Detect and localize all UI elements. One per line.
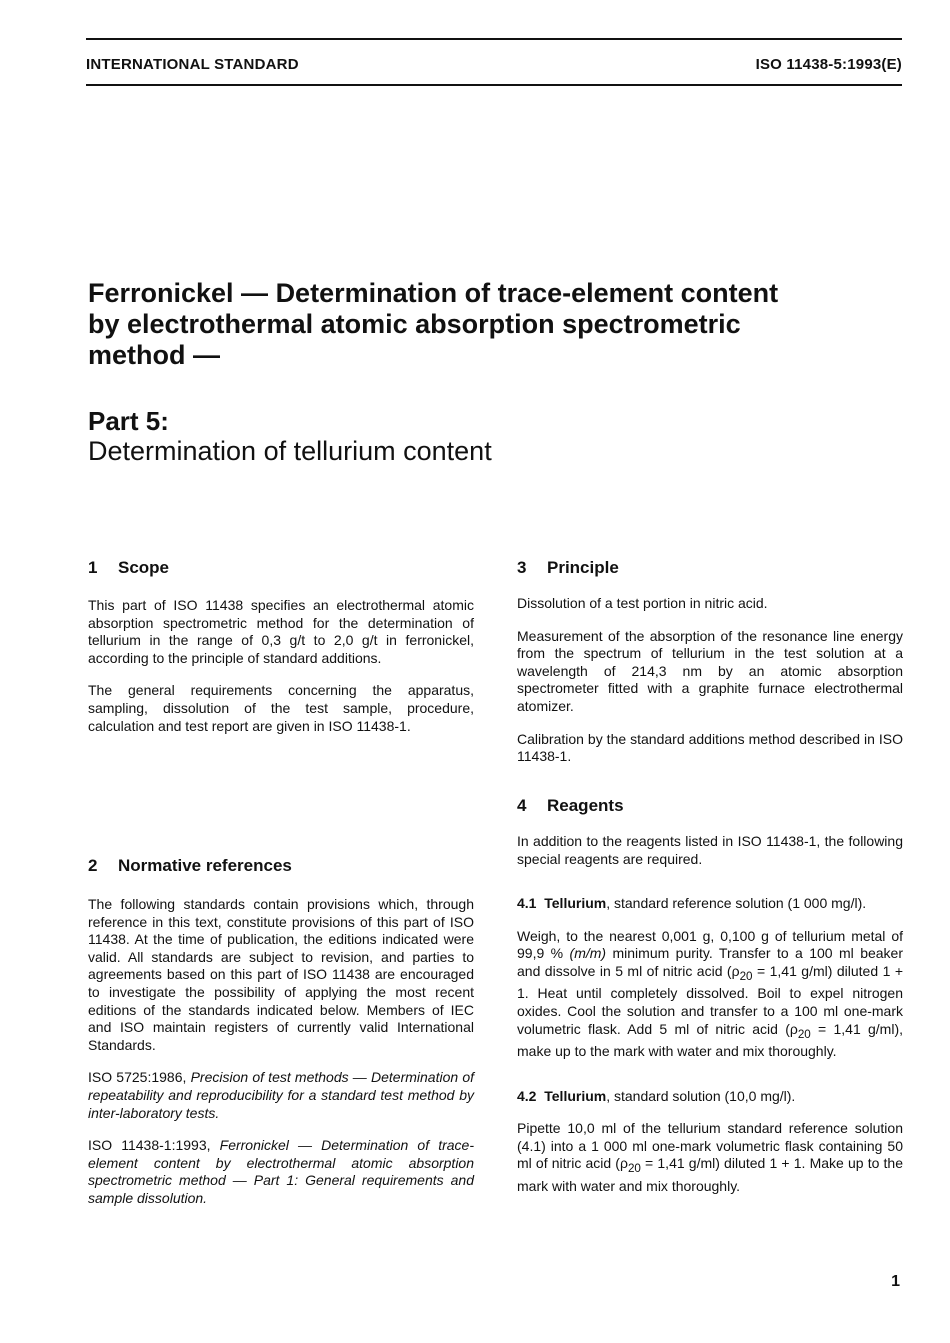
principle-body bbox=[517, 595, 903, 766]
header-standard-type: INTERNATIONAL STANDARD bbox=[86, 56, 299, 73]
reagent-description: , standard solution (10,0 mg/l). bbox=[606, 1087, 796, 1104]
procedure-text: = 1,41 g/ml), make up to the mark with water and mix thoroughly. bbox=[517, 1020, 904, 1059]
section-title: Normative references bbox=[118, 856, 292, 875]
section-title: Scope bbox=[118, 558, 170, 577]
procedure-text: = 1,41 g/ml) diluted 1 + 1. Make up to the mark with water and mix thoroughly. bbox=[517, 1155, 903, 1194]
section-number: 2 bbox=[88, 856, 98, 875]
density-subscript: 20 bbox=[627, 1162, 641, 1176]
reagent-name: Tellurium bbox=[544, 1087, 607, 1104]
part-label: Part 5: bbox=[88, 406, 169, 436]
title-line-1: Ferronickel — Determination of trace-element content bbox=[88, 278, 779, 308]
reference-code: ISO 5725:1986, bbox=[88, 1069, 191, 1086]
procedure-text: minimum purity. Transfer to a 100 ml beaker and dissolve in 5 ml of nitric acid (ρ bbox=[517, 945, 903, 979]
density-subscript: 20 bbox=[739, 969, 753, 983]
section-4-heading bbox=[517, 796, 624, 816]
title-line-2: by electrothermal atomic absorption spectrometric bbox=[88, 309, 741, 339]
reagent-number: 4.1 bbox=[517, 895, 537, 912]
document-title bbox=[88, 278, 878, 371]
scope-paragraph-1: This part of ISO 11438 specifies an electrothermal atomic absorption spectrometric method for the determination of tellurium in the range of 0,3 g/t to 2,0 g/t in ferronickel, according to the principle of standard additions. bbox=[88, 597, 474, 666]
reagent-4-2-procedure bbox=[517, 1120, 903, 1195]
part-subtitle: Determination of tellurium content bbox=[88, 436, 492, 466]
section-number: 1 bbox=[88, 558, 98, 577]
reagent-4-1-procedure bbox=[517, 928, 903, 1061]
page-number: 1 bbox=[891, 1273, 900, 1290]
scope-paragraph-2: The general requirements concerning the apparatus, sampling, dissolution of the test sample, procedure, calculation and test report are given in ISO 11438-1. bbox=[88, 682, 474, 734]
normative-body bbox=[88, 896, 474, 1208]
section-2-heading bbox=[88, 856, 292, 876]
top-rule bbox=[86, 38, 902, 40]
reagent-description: , standard reference solution (1 000 mg/l). bbox=[606, 895, 867, 912]
header-rule bbox=[86, 84, 902, 86]
reagent-4-1-heading bbox=[517, 895, 903, 913]
section-1-heading bbox=[88, 558, 169, 578]
reference-code: ISO 11438-1:1993, bbox=[88, 1137, 220, 1154]
normative-paragraph: The following standards contain provisions which, through reference in this text, constitute provisions of this part of ISO 11438. At the time of publication, the editions indicated were valid. All standards are subject to revision, and parties to agreements based on this part of ISO 11438 are encouraged to investigate the possibility of applying the most recent editions of the standards indicated below. Members of IEC and ISO maintain registers of currently valid International Standards. bbox=[88, 896, 474, 1053]
reagent-number: 4.2 bbox=[517, 1087, 537, 1104]
principle-paragraph-1: Dissolution of a test portion in nitric acid. bbox=[517, 595, 768, 611]
scope-body bbox=[88, 597, 474, 735]
reference-iso-5725 bbox=[88, 1069, 474, 1122]
reagent-name: Tellurium bbox=[544, 895, 607, 912]
procedure-text: = 1,41 g/ml) diluted 1 + 1. Heat until completely dissolved. Boil to expel nitrogen oxides. Cool the solution and transfer to a 100 ml one-mark volumetric flask. Add 5 ml of nitric acid (ρ bbox=[517, 962, 903, 1037]
title-line-3: method — bbox=[88, 340, 220, 370]
section-title: Reagents bbox=[547, 796, 624, 815]
mass-fraction-notation: (m/m) bbox=[569, 945, 607, 962]
reference-title: Ferronickel — Determination of trace-element content by electrothermal atomic absorption spectrometric method — Part 1: General requirements and sample dissolution. bbox=[88, 1137, 474, 1206]
section-number: 4 bbox=[517, 796, 527, 815]
section-3-heading bbox=[517, 558, 619, 578]
reagents-intro: In addition to the reagents listed in ISO 11438-1, the following special reagents are required. bbox=[517, 833, 903, 867]
header-document-id: ISO 11438-5:1993(E) bbox=[755, 56, 902, 73]
reference-title: Precision of test methods — Determination of repeatability and reproducibility for a standard test method by inter-laboratory tests. bbox=[88, 1069, 475, 1121]
reference-iso-11438-1 bbox=[88, 1137, 474, 1207]
reagents-body bbox=[517, 833, 903, 1195]
principle-paragraph-2: Measurement of the absorption of the resonance line energy from the spectrum of tellurium in the test solution at a wavelength of 214,3 nm by an atomic absorption spectrometer fitted with a graphite furnace electrothermal atomizer. bbox=[517, 627, 903, 714]
principle-paragraph-3: Calibration by the standard additions method described in ISO 11438-1. bbox=[517, 730, 903, 765]
reagent-4-2-heading bbox=[517, 1088, 903, 1106]
section-title: Principle bbox=[547, 558, 619, 577]
procedure-text: Pipette 10,0 ml of the tellurium standard reference solution (4.1) into a 1 000 ml one-mark volumetric flask containing 50 ml of nitric acid (ρ bbox=[517, 1120, 903, 1172]
procedure-text: Weigh, to the nearest 0,001 g, 0,100 g of tellurium metal of 99,9 % bbox=[517, 927, 903, 962]
section-number: 3 bbox=[517, 558, 527, 577]
density-subscript: 20 bbox=[797, 1027, 811, 1041]
